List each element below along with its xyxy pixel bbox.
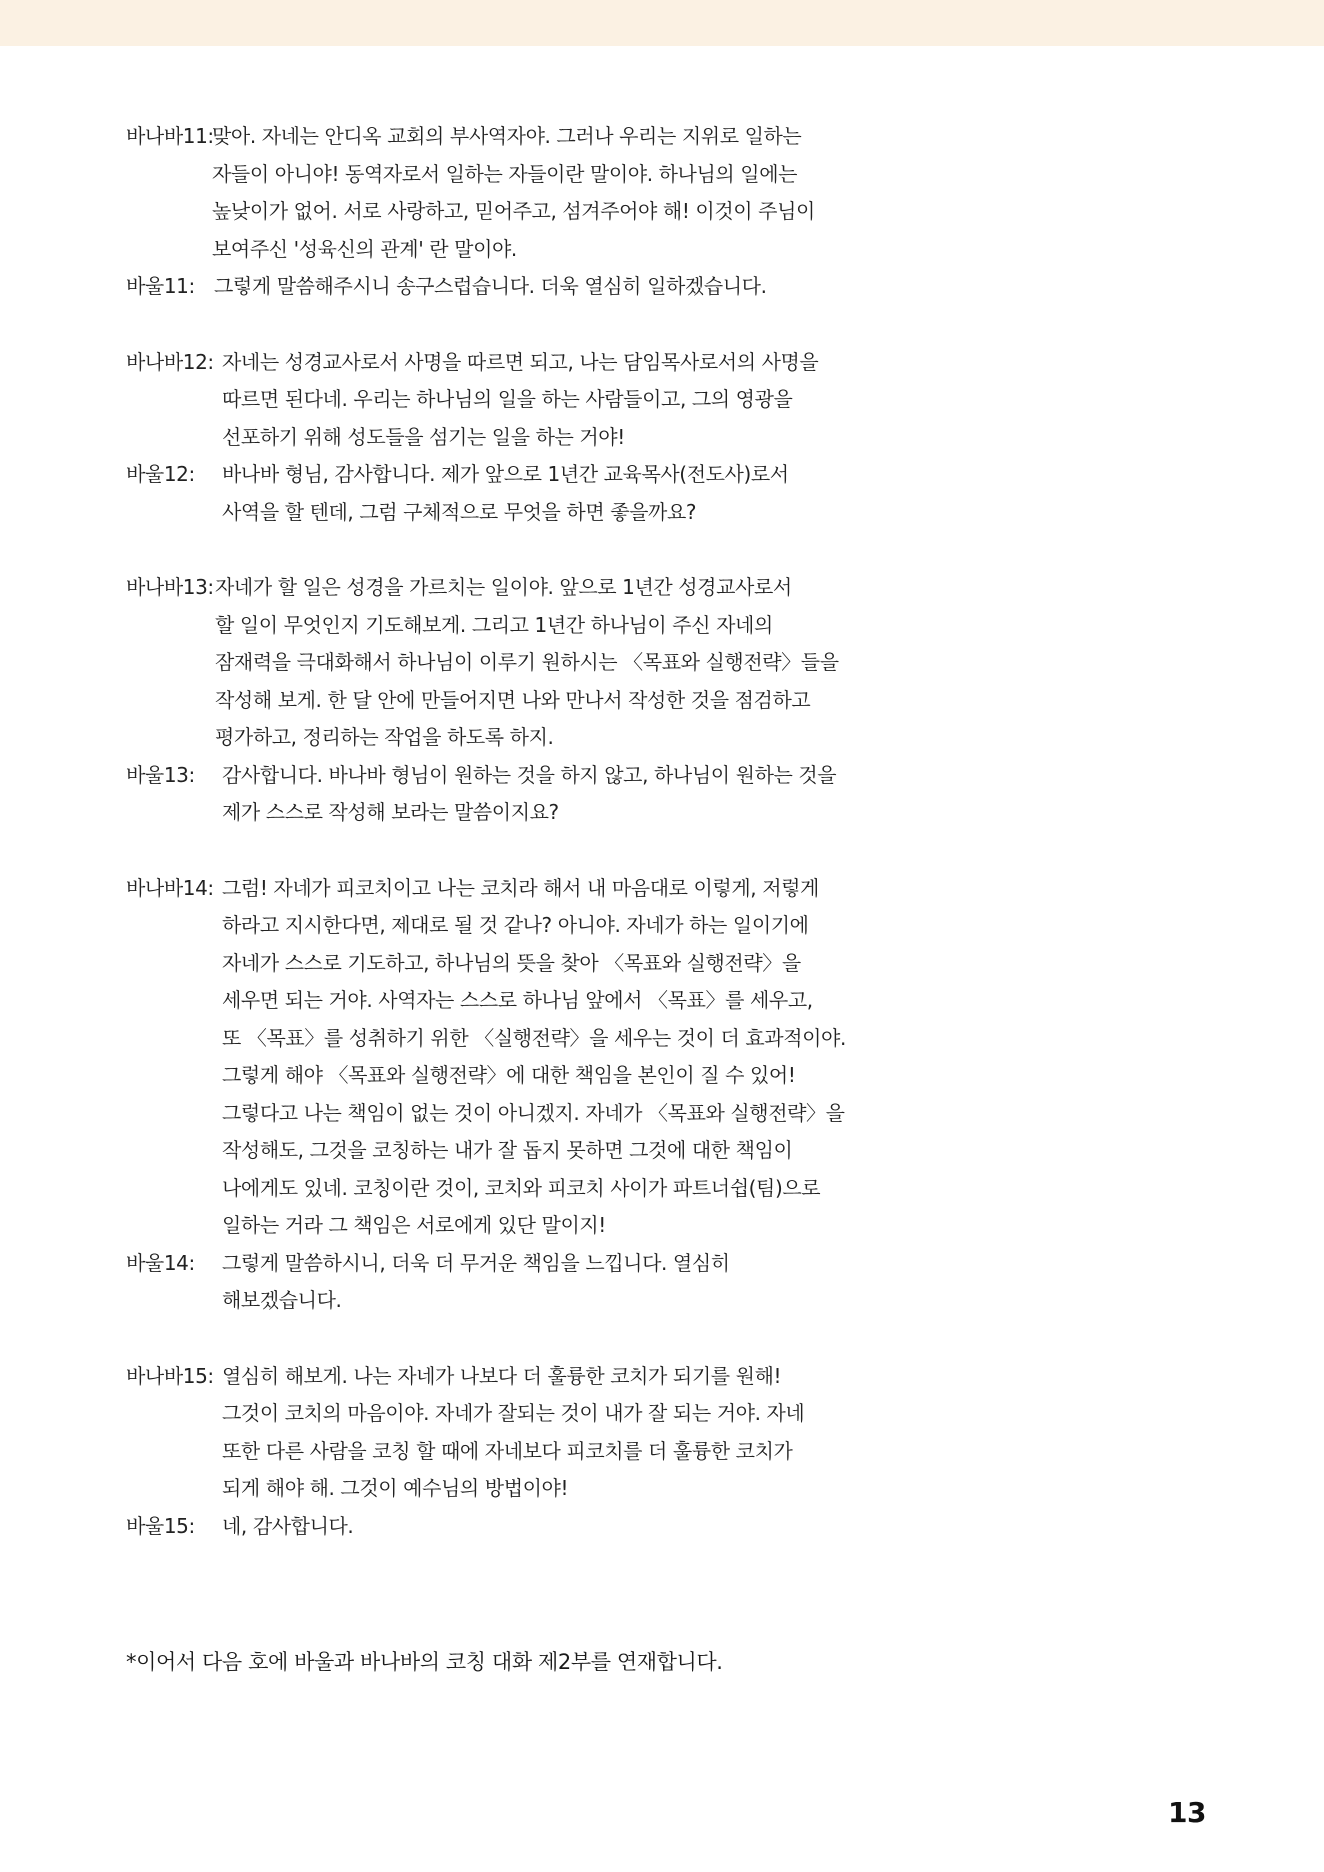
dialogue-block [126,118,1126,306]
dialogue-line: 그렇게 해야 〈목표와 실행전략〉에 대한 책임을 본인이 질 수 있어! [222,1063,796,1087]
dialogue-line: 네, 감사합니다. [222,1513,354,1538]
dialogue-line: 바나바 형님, 감사합니다. 제가 앞으로 1년간 교육목사(전도사)로서 [222,462,789,486]
speaker-label: 바나바14: [126,875,214,900]
dialogue-block [126,569,1126,832]
dialogue-line: 일하는 거라 그 책임은 서로에게 있단 말이지! [222,1213,606,1237]
dialogue-turn [126,569,1126,757]
dialogue-line: 선포하기 위해 성도들을 섬기는 일을 하는 거야! [222,424,625,449]
dialogue-line: 따르면 된다네. 우리는 하나님의 일을 하는 사람들이고, 그의 영광을 [222,387,793,411]
dialogue-turn [126,1358,1126,1508]
dialogue-line: 열심히 해보게. 나는 자네가 나보다 더 훌륭한 코치가 되기를 원해! [222,1363,782,1388]
dialogue-turn [126,1508,1126,1546]
dialogue-line: 사역을 할 텐데, 그럼 구체적으로 무엇을 하면 좋을까요? [222,499,697,524]
dialogue-line: 하라고 지시한다면, 제대로 될 것 같나? 아니야. 자네가 하는 일이기에 [222,913,809,937]
header-band [0,0,1324,46]
dialogue-line: 그렇게 말씀해주시니 송구스럽습니다. 더욱 열심히 일하겠습니다. [214,274,767,298]
dialogue-line: 평가하고, 정리하는 작업을 하도록 하지. [215,725,554,749]
dialogue-line: 그렇다고 나는 책임이 없는 것이 아니겠지. 자네가 〈목표와 실행전략〉을 [222,1100,845,1125]
dialogue-line: 작성해 보게. 한 달 안에 만들어지면 나와 만나서 작성한 것을 점검하고 [215,687,811,712]
dialogue-turn [126,757,1126,832]
dialogue-line: 잠재력을 극대화해서 하나님이 이루기 원하시는 〈목표와 실행전략〉들을 [215,650,839,674]
dialogue-line: 제가 스스로 작성해 보라는 말씀이지요? [222,800,559,824]
speaker-label: 바나바13: [126,575,214,599]
dialogue-turn [126,1245,1126,1320]
speaker-label: 바나바11: [126,124,214,148]
speaker-label: 바울14: [126,1250,195,1275]
dialogue-line: 또 〈목표〉를 성취하기 위한 〈실행전략〉을 세우는 것이 더 효과적이야. [222,1025,846,1050]
speaker-label: 바울13: [126,762,195,787]
dialogue-block [126,870,1126,1320]
dialogue-line: 감사합니다. 바나바 형님이 원하는 것을 하지 않고, 하나님이 원하는 것을 [222,762,837,787]
dialogue-line: 높낮이가 없어. 서로 사랑하고, 믿어주고, 섬겨주어야 해! 이것이 주님이 [212,199,815,223]
dialogue-block [126,1358,1126,1546]
dialogue-block [126,344,1126,532]
dialogue-turn [126,456,1126,531]
dialogue-line: 그것이 코치의 마음이야. 자네가 잘되는 것이 내가 잘 되는 거야. 자네 [222,1401,805,1425]
dialogue-line: 세우면 되는 거야. 사역자는 스스로 하나님 앞에서 〈목표〉를 세우고, [222,988,813,1012]
dialogue-content [126,118,1126,1583]
dialogue-line: 맞아. 자네는 안디옥 교회의 부사역자야. 그러나 우리는 지위로 일하는 [212,124,802,148]
dialogue-line: 그렇게 말씀하시니, 더욱 더 무거운 책임을 느낍니다. 열심히 [222,1250,730,1275]
speaker-label: 바울11: [126,274,195,298]
dialogue-line: 자네는 성경교사로서 사명을 따르면 되고, 나는 담임목사로서의 사명을 [222,349,819,374]
dialogue-line: 보여주신 '성육신의 관계' 란 말이야. [212,236,517,261]
dialogue-line: 작성해도, 그것을 코칭하는 내가 잘 돕지 못하면 그것에 대한 책임이 [222,1138,793,1162]
page-number: 13 [1168,1796,1206,1829]
dialogue-line: 자네가 할 일은 성경을 가르치는 일이야. 앞으로 1년간 성경교사로서 [215,575,792,599]
dialogue-turn [126,118,1126,268]
continuation-note: *이어서 다음 호에 바울과 바나바의 코칭 대화 제2부를 연재합니다. [126,1650,723,1674]
dialogue-line: 해보겠습니다. [222,1288,342,1312]
dialogue-line: 나에게도 있네. 코칭이란 것이, 코치와 피코치 사이가 파트너쉽(팀)으로 [222,1175,821,1200]
dialogue-line: 할 일이 무엇인지 기도해보게. 그리고 1년간 하나님이 주신 자네의 [215,612,773,637]
dialogue-turn [126,268,1126,306]
dialogue-turn [126,870,1126,1245]
speaker-label: 바울12: [126,462,195,486]
dialogue-line: 되게 해야 해. 그것이 예수님의 방법이야! [222,1476,569,1500]
dialogue-line: 그럼! 자네가 피코치이고 나는 코치라 해서 내 마음대로 이렇게, 저렇게 [222,875,819,900]
speaker-label: 바울15: [126,1513,195,1538]
dialogue-line: 또한 다른 사람을 코칭 할 때에 자네보다 피코치를 더 훌륭한 코치가 [222,1438,793,1463]
dialogue-line: 자들이 아니야! 동역자로서 일하는 자들이란 말이야. 하나님의 일에는 [212,161,798,186]
speaker-label: 바나바15: [126,1363,214,1388]
speaker-label: 바나바12: [126,349,214,374]
dialogue-line: 자네가 스스로 기도하고, 하나님의 뜻을 찾아 〈목표와 실행전략〉을 [222,950,801,975]
dialogue-turn [126,344,1126,457]
